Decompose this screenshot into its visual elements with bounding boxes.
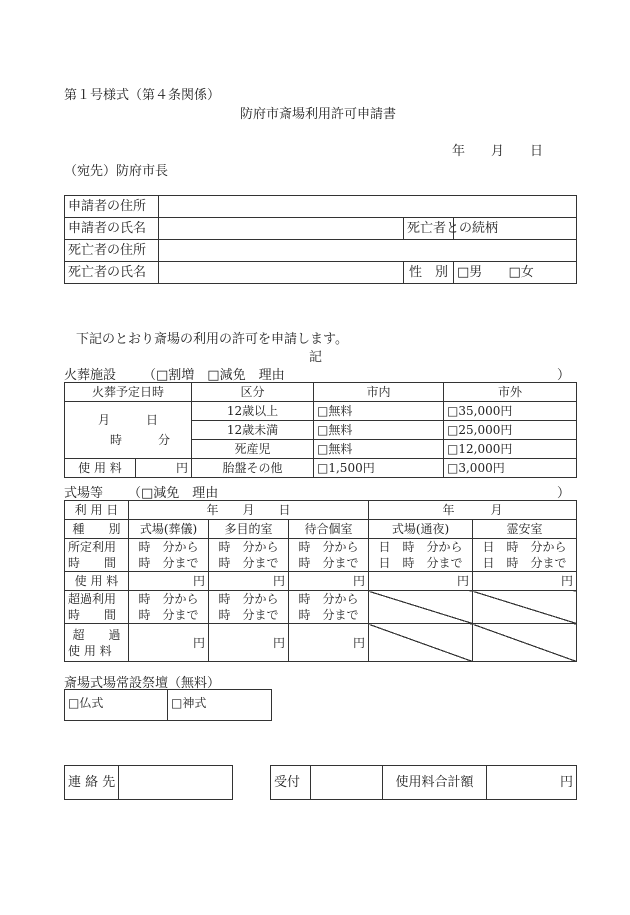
cremation-heading: 火葬施設 xyxy=(64,368,117,383)
cremation-table xyxy=(64,382,577,478)
overtime-label xyxy=(65,591,129,624)
date-line: 年 月 日 xyxy=(452,144,544,159)
buddhist-checkbox[interactable]: □仏式 xyxy=(65,690,168,721)
kind-wake-hall: 式場(通夜) xyxy=(369,520,473,539)
kind-funeral-hall: 式場(葬儀) xyxy=(129,520,209,539)
hall-date-field-2[interactable]: 年 月 xyxy=(369,501,577,520)
time-to: 時 分まで xyxy=(298,608,359,622)
reception-label: 受付 xyxy=(271,766,311,800)
cremation-datetime-field[interactable] xyxy=(65,402,192,459)
ki-label: 記 xyxy=(309,350,323,365)
deceased-name-field[interactable] xyxy=(159,262,404,284)
time-from: 時 分から xyxy=(218,592,279,606)
time-to: 時 分まで xyxy=(138,608,199,622)
city-fee-option[interactable]: □無料 xyxy=(314,421,444,440)
hall-date-field[interactable]: 年 月 日 xyxy=(129,501,369,520)
scheduled-time-field[interactable] xyxy=(369,539,473,572)
scheduled-time-label xyxy=(65,539,129,572)
outside-fee-option[interactable]: □25,000円 xyxy=(444,421,577,440)
kind-private-waiting-room: 待合個室 xyxy=(289,520,369,539)
time-to: 時 分まで xyxy=(218,608,279,622)
scheduled-time-field[interactable] xyxy=(473,539,577,572)
outside-fee-option[interactable]: □12,000円 xyxy=(444,440,577,459)
time-to: 日 時 分まで xyxy=(378,556,463,570)
hall-heading: 式場等 xyxy=(64,486,104,501)
deceased-address-label: 死亡者の住所 xyxy=(65,240,159,262)
time-from: 時 分から xyxy=(218,540,279,554)
time-to: 時 分まで xyxy=(138,556,199,570)
time-from: 日 時 分から xyxy=(378,540,463,554)
overtime-fee-label-1: 超 過 xyxy=(72,627,121,642)
hall-fee-field[interactable]: 円 xyxy=(473,572,577,591)
datetime-month-day: 月 日 xyxy=(98,413,159,427)
cremation-options-close: ） xyxy=(557,368,571,383)
header-datetime: 火葬予定日時 xyxy=(65,383,192,402)
not-applicable-cell xyxy=(473,591,577,624)
overtime-label-1: 超過利用 xyxy=(68,592,117,606)
time-from: 時 分から xyxy=(298,592,359,606)
hall-options-close: ） xyxy=(557,486,571,501)
total-fee-label: 使用料合計額 xyxy=(383,766,487,800)
outside-fee-option[interactable]: □3,000円 xyxy=(444,459,577,478)
reception-table xyxy=(270,765,577,800)
deceased-address-field[interactable] xyxy=(159,240,577,262)
overtime-field[interactable] xyxy=(289,591,369,624)
contact-table xyxy=(64,765,233,800)
scheduled-time-label-1: 所定利用 xyxy=(68,540,117,554)
female-checkbox[interactable]: □女 xyxy=(508,265,534,280)
hall-fee-field[interactable]: 円 xyxy=(369,572,473,591)
overtime-label-2: 時 間 xyxy=(68,608,117,622)
hall-fee-label: 使 用 料 xyxy=(65,572,129,591)
overtime-field[interactable] xyxy=(209,591,289,624)
not-applicable-cell xyxy=(473,624,577,662)
time-from: 時 分から xyxy=(298,540,359,554)
cremation-fee-field[interactable]: 円 xyxy=(136,459,192,478)
category-cell: 死産児 xyxy=(192,440,314,459)
overtime-fee-field[interactable]: 円 xyxy=(289,624,369,662)
hall-options[interactable]: （□減免 理由 xyxy=(128,486,219,501)
time-from: 時 分から xyxy=(138,592,199,606)
overtime-fee-field[interactable]: 円 xyxy=(129,624,209,662)
cremation-fee-label: 使 用 料 xyxy=(65,459,136,478)
scheduled-time-field[interactable] xyxy=(289,539,369,572)
header-city: 市内 xyxy=(314,383,444,402)
contact-label: 連 絡 先 xyxy=(65,766,119,800)
page-title: 防府市斎場利用許可申請書 xyxy=(240,107,397,122)
outside-fee-option[interactable]: □35,000円 xyxy=(444,402,577,421)
city-fee-option[interactable]: □無料 xyxy=(314,440,444,459)
city-fee-option[interactable]: □無料 xyxy=(314,402,444,421)
not-applicable-cell xyxy=(369,624,473,662)
scheduled-time-field[interactable] xyxy=(129,539,209,572)
hall-fee-field[interactable]: 円 xyxy=(209,572,289,591)
time-from: 時 分から xyxy=(138,540,199,554)
deceased-name-label: 死亡者の氏名 xyxy=(65,262,159,284)
overtime-fee-label-2: 使 用 料 xyxy=(68,643,112,658)
hall-table xyxy=(64,500,577,662)
time-to: 時 分まで xyxy=(298,556,359,570)
time-to: 日 時 分まで xyxy=(482,556,567,570)
reception-field[interactable] xyxy=(311,766,383,800)
time-from: 日 時 分から xyxy=(482,540,567,554)
hall-date-label: 利 用 日 xyxy=(65,501,129,520)
form-number: 第１号様式（第４条関係） xyxy=(64,88,221,103)
altar-heading: 斎場式場常設祭壇（無料） xyxy=(64,676,221,691)
category-cell: 胎盤その他 xyxy=(192,459,314,478)
datetime-hour-min: 時 分 xyxy=(110,433,171,447)
scheduled-time-field[interactable] xyxy=(209,539,289,572)
hall-fee-field[interactable]: 円 xyxy=(289,572,369,591)
scheduled-time-label-2: 時 間 xyxy=(68,556,117,570)
hall-fee-field[interactable]: 円 xyxy=(129,572,209,591)
applicant-address-field[interactable] xyxy=(159,196,577,218)
time-to: 時 分まで xyxy=(218,556,279,570)
male-checkbox[interactable]: □男 xyxy=(457,265,483,280)
sex-label: 性 別 xyxy=(404,262,454,284)
category-cell: 12歳以上 xyxy=(192,402,314,421)
applicant-name-field[interactable] xyxy=(159,218,404,240)
overtime-fee-field[interactable]: 円 xyxy=(209,624,289,662)
category-cell: 12歳未満 xyxy=(192,421,314,440)
applicant-table xyxy=(64,195,577,284)
cremation-options[interactable]: （□割増 □減免 理由 xyxy=(143,368,285,383)
city-fee-option[interactable]: □1,500円 xyxy=(314,459,444,478)
relation-label: 死亡者との続柄 xyxy=(404,218,454,240)
not-applicable-cell xyxy=(369,591,473,624)
overtime-fee-label xyxy=(65,624,129,662)
hall-kind-label: 種 別 xyxy=(65,520,129,539)
request-text: 下記のとおり斎場の利用の許可を申請します。 xyxy=(76,332,348,347)
header-outside: 市外 xyxy=(444,383,577,402)
applicant-name-label: 申請者の氏名 xyxy=(65,218,159,240)
total-fee-field[interactable]: 円 xyxy=(487,766,577,800)
shinto-checkbox[interactable]: □神式 xyxy=(168,690,272,721)
kind-multipurpose-room: 多目的室 xyxy=(209,520,289,539)
header-category: 区分 xyxy=(192,383,314,402)
altar-table xyxy=(64,689,272,721)
sex-options[interactable] xyxy=(454,262,577,284)
kind-mortuary: 霊安室 xyxy=(473,520,577,539)
applicant-address-label: 申請者の住所 xyxy=(65,196,159,218)
addressee: （宛先）防府市長 xyxy=(64,164,169,179)
overtime-field[interactable] xyxy=(129,591,209,624)
contact-field[interactable] xyxy=(119,766,233,800)
